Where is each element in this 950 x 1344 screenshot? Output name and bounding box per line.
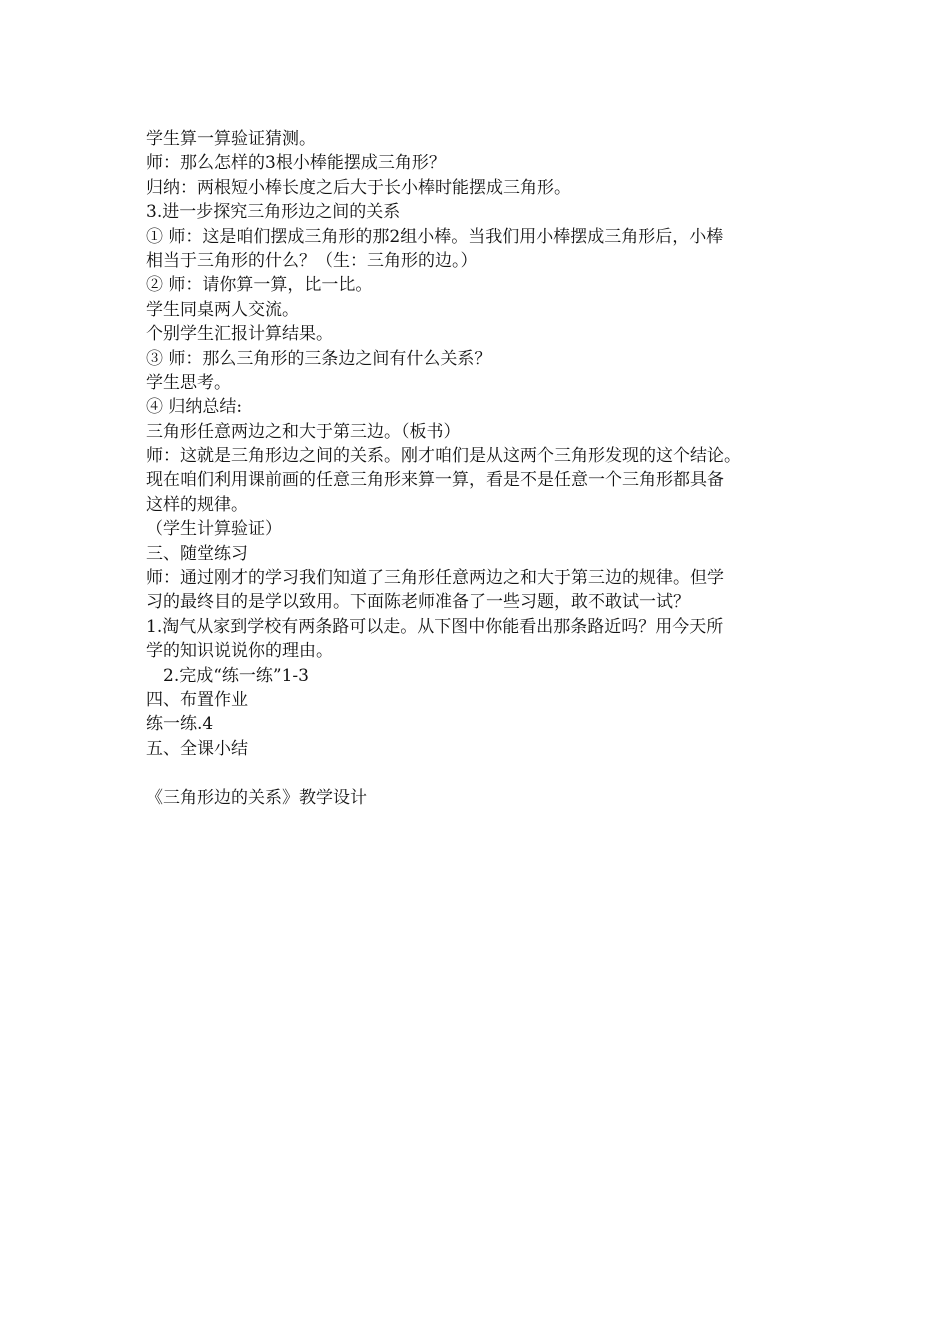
document-title: 《三角形边的关系》教学设计 xyxy=(146,787,367,808)
text-line: 师：通过刚才的学习我们知道了三角形任意两边之和大于第三边的规律。但学 xyxy=(146,568,724,589)
text-line: ④ 归纳总结: xyxy=(146,397,243,418)
text-line: 师：那么怎样的3根小棒能摆成三角形？ xyxy=(146,153,446,174)
text-line: （学生计算验证） xyxy=(146,519,282,540)
text-line: 学生同桌两人交流。 xyxy=(146,299,299,320)
text-line: 练一练.4 xyxy=(146,714,214,735)
text-line: 归纳：两根短小棒长度之后大于长小棒时能摆成三角形。 xyxy=(146,177,571,198)
text-line: 习的最终目的是学以致用。下面陈老师准备了一些习题，敢不敢试一试？ xyxy=(146,592,690,613)
text-line: 相当于三角形的什么？（生：三角形的边。） xyxy=(146,250,478,271)
text-line: ① 师：这是咱们摆成三角形的那2组小棒。当我们用小棒摆成三角形后，小棒 xyxy=(146,226,724,247)
text-line: ③ 师：那么三角形的三条边之间有什么关系？ xyxy=(146,348,492,369)
section-heading: 三、随堂练习 xyxy=(146,543,248,564)
text-line: 现在咱们利用课前画的任意三角形来算一算，看是不是任意一个三角形都具备 xyxy=(146,470,724,491)
text-line: ② 师：请你算一算，比一比。 xyxy=(146,275,373,296)
section-heading: 五、全课小结 xyxy=(146,738,248,759)
section-heading: 四、布置作业 xyxy=(146,689,248,710)
text-line: 个别学生汇报计算结果。 xyxy=(146,324,333,345)
text-line: 2.完成“练一练”1-3 xyxy=(163,665,309,686)
text-line: 学生算一算验证猜测。 xyxy=(146,129,316,149)
section-heading: 3.进一步探究三角形边之间的关系 xyxy=(146,202,401,223)
document-body xyxy=(146,127,816,810)
blank-line xyxy=(146,761,816,785)
text-line: 这样的规律。 xyxy=(146,494,248,515)
text-line: 1.淘气从家到学校有两条路可以走。从下图中你能看出那条路近吗？用今天所 xyxy=(146,616,724,637)
text-line: 师：这就是三角形边之间的关系。刚才咱们是从这两个三角形发现的这个结论。 xyxy=(146,446,741,467)
text-line: 三角形任意两边之和大于第三边。（板书） xyxy=(146,421,461,442)
text-line: 学的知识说说你的理由。 xyxy=(146,641,333,662)
text-line: 学生思考。 xyxy=(146,372,231,393)
